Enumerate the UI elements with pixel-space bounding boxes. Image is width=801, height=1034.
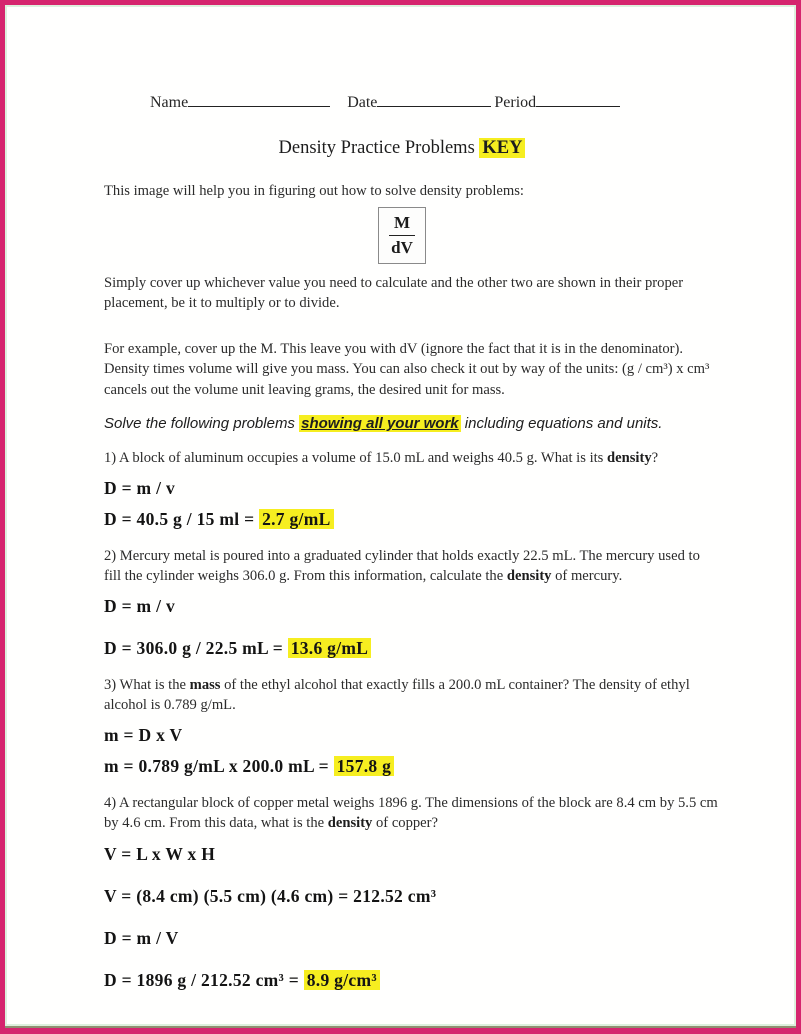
equation-text: m = D x V: [104, 725, 183, 746]
question-bold-word: density: [327, 815, 373, 832]
equation-line: [104, 928, 700, 949]
equation-text: V = L x W x H: [104, 843, 216, 864]
problem-3: [104, 675, 700, 777]
mint-inner-border: [5, 5, 796, 1028]
problem-1: [104, 448, 700, 530]
formula-numerator: M: [389, 213, 415, 236]
answer-highlight: 8.9 g/cm³: [304, 970, 380, 990]
question-text: of mercury.: [551, 567, 623, 584]
equation-line: [104, 844, 700, 865]
problem-4-question: [104, 793, 718, 833]
period-label: Period: [494, 94, 537, 111]
answer-highlight: 2.7 g/mL: [259, 509, 334, 529]
equation-text: D = m / V: [104, 927, 179, 948]
problem-4: [104, 793, 718, 990]
header-fields: [150, 91, 700, 112]
page-title: [104, 138, 700, 159]
question-text: 3) What is the: [104, 677, 190, 694]
density-formula-figure: [104, 207, 700, 264]
equation-line: [104, 478, 700, 499]
paragraph-cover-up: Simply cover up whichever value you need to calculate and the other two are shown in their proper placement, be it to multiply or to divide.: [104, 275, 684, 312]
equation-line: [104, 509, 700, 530]
worksheet-page: [7, 7, 794, 1024]
question-text: of copper?: [372, 815, 438, 832]
key-highlight: KEY: [479, 138, 525, 158]
period-blank-line: [536, 91, 620, 107]
instruction-pre: Solve the following problems: [104, 414, 300, 432]
answer-highlight: 13.6 g/mL: [288, 638, 372, 658]
equation-text: D = 1896 g / 212.52 cm³ =: [104, 969, 304, 990]
instruction-highlight: showing all your work: [301, 414, 459, 432]
equation-text: D = 306.0 g / 22.5 mL =: [104, 638, 288, 659]
problem-1-question: [104, 448, 718, 468]
question-bold-word: mass: [189, 677, 221, 694]
problem-2: [104, 546, 700, 659]
question-text: 2) Mercury metal is poured into a graduated cylinder that holds exactly 22.5 mL. The mercury used to fill the cylinder weighs 306.0 g. From this information, calculate the: [104, 547, 700, 584]
answer-highlight: 157.8 g: [334, 756, 395, 776]
instruction-line: [104, 415, 700, 432]
paragraph-example: For example, cover up the M. This leave you with dV (ignore the fact that it is in the denominator). Density times volume will give you mass. You can also check it out by way of the units: (g / cm³) x cm³ cancels out the volume unit leaving grams, the desired unit for mass.: [104, 341, 710, 398]
question-text: ?: [651, 449, 659, 466]
question-bold-word: density: [607, 449, 652, 466]
intro-text: This image will help you in figuring out how to solve density problems:: [104, 183, 524, 199]
equation-text: D = m / v: [104, 477, 175, 498]
problem-3-question: [104, 675, 718, 715]
equation-line: [104, 970, 700, 991]
date-label: Date: [347, 94, 378, 111]
name-label: Name: [150, 94, 189, 111]
equation-text: V = (8.4 cm) (5.5 cm) (4.6 cm) = 212.52 cm³: [104, 885, 437, 906]
question-text: of the ethyl alcohol that exactly fills a 200.0 mL container? The density of ethyl alcohol is 0.789 g/mL.: [104, 677, 690, 714]
equation-text: D = 40.5 g / 15 ml =: [104, 508, 260, 529]
question-text: 4) A rectangular block of copper metal weighs 1896 g. The dimensions of the block are 8.4 cm by 5.5 cm by 4.6 cm. From this data, what is the: [104, 795, 718, 832]
equation-line: [104, 886, 700, 907]
equation-text: m = 0.789 g/mL x 200.0 mL =: [104, 756, 334, 777]
equation-line: [104, 596, 700, 617]
equation-text: D = m / v: [104, 596, 175, 617]
question-text: 1) A block of aluminum occupies a volume of 15.0 mL and weighs 40.5 g. What is its: [104, 449, 608, 466]
problem-2-question: [104, 546, 718, 586]
question-bold-word: density: [506, 567, 552, 584]
instruction-post: including equations and units.: [460, 414, 663, 432]
date-blank-line: [377, 91, 491, 107]
name-blank-line: [188, 91, 330, 107]
formula-box: [378, 207, 426, 264]
equation-line: [104, 638, 700, 659]
formula-denominator: dV: [391, 237, 413, 257]
title-text: Density Practice Problems: [278, 138, 475, 158]
equation-line: [104, 756, 700, 777]
equation-line: [104, 725, 700, 746]
